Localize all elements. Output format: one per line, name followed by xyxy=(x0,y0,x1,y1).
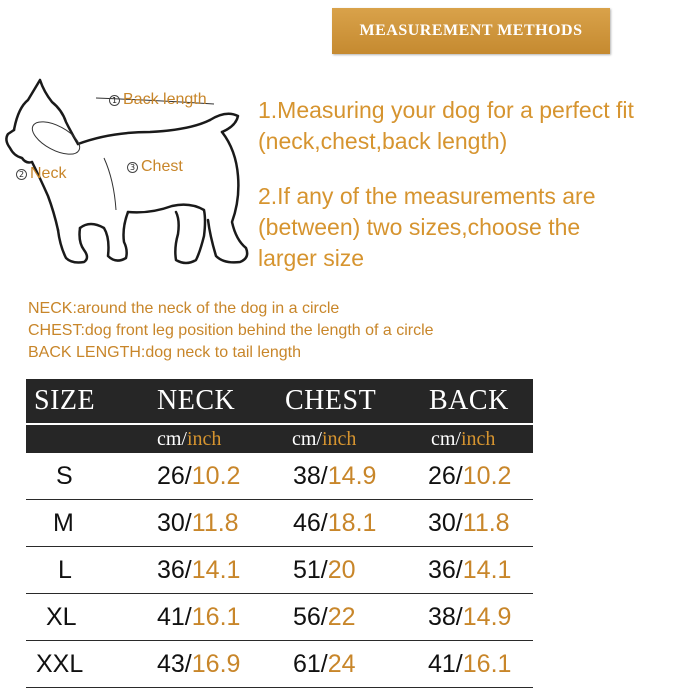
size-label: XXL xyxy=(36,649,84,678)
definition-back-length: BACK LENGTH:dog neck to tail length xyxy=(28,344,302,361)
size-label: M xyxy=(53,508,74,537)
back-cm: 26/ xyxy=(428,461,463,490)
back-inch: 11.8 xyxy=(462,508,510,537)
neck-cm: 36/ xyxy=(157,555,192,584)
table-row xyxy=(26,453,533,500)
chest-inch: 24 xyxy=(327,649,356,678)
size-label: S xyxy=(56,461,73,490)
back-inch: 10.2 xyxy=(462,461,512,490)
callout-back-text: Back length xyxy=(123,91,207,108)
neck-value xyxy=(157,509,239,538)
header-chest: CHEST xyxy=(285,385,377,416)
step-2-line-1: 2.If any of the measurements are xyxy=(258,183,596,209)
measurement-definitions xyxy=(28,298,434,364)
callout-neck xyxy=(16,165,66,183)
chest-inch: 22 xyxy=(327,602,356,631)
unit-back-cm: cm/ xyxy=(431,427,461,450)
size-label: XL xyxy=(46,602,77,631)
back-cm: 36/ xyxy=(428,555,463,584)
neck-inch: 16.9 xyxy=(191,649,241,678)
measurement-methods-banner: MEASUREMENT METHODS xyxy=(332,8,610,54)
back-inch: 14.1 xyxy=(462,555,512,584)
step-2 xyxy=(258,181,596,274)
unit-chest-cm: cm/ xyxy=(292,427,322,450)
back-cm: 30/ xyxy=(428,508,463,537)
callout-neck-number: 2 xyxy=(16,169,27,180)
back-inch: 16.1 xyxy=(462,649,512,678)
step-2-line-2: (between) two sizes,choose the xyxy=(258,214,581,240)
chest-value xyxy=(293,603,356,632)
callout-back-number: 1 xyxy=(109,95,120,106)
callout-chest-text: Chest xyxy=(141,158,183,175)
unit-back xyxy=(431,428,495,451)
callout-chest xyxy=(127,158,183,176)
back-value xyxy=(428,650,511,679)
callout-neck-text: Neck xyxy=(30,165,67,182)
table-row xyxy=(26,547,533,594)
table-row xyxy=(26,594,533,641)
neck-value xyxy=(157,650,240,679)
neck-cm: 41/ xyxy=(157,602,192,631)
chest-value xyxy=(293,462,376,491)
chest-inch: 18.1 xyxy=(327,508,377,537)
callout-chest-number: 3 xyxy=(127,162,138,173)
back-value xyxy=(428,556,511,585)
unit-back-inch: inch xyxy=(461,427,496,450)
chest-cm: 61/ xyxy=(293,649,328,678)
step-2-line-3: larger size xyxy=(258,245,365,271)
neck-cm: 30/ xyxy=(157,508,192,537)
size-label: L xyxy=(58,555,72,584)
header-neck: NECK xyxy=(157,385,236,416)
header-size: SIZE xyxy=(34,385,96,416)
unit-neck-inch: inch xyxy=(187,427,222,450)
neck-value xyxy=(157,556,240,585)
header-back: BACK xyxy=(429,385,509,416)
chest-cm: 38/ xyxy=(293,461,328,490)
chest-value xyxy=(293,650,356,679)
back-cm: 38/ xyxy=(428,602,463,631)
chest-cm: 46/ xyxy=(293,508,328,537)
back-cm: 41/ xyxy=(428,649,463,678)
neck-value xyxy=(157,462,240,491)
table-row xyxy=(26,641,533,688)
chest-inch: 14.9 xyxy=(327,461,377,490)
neck-inch: 11.8 xyxy=(191,508,239,537)
size-table-unit-header xyxy=(26,425,533,453)
definition-neck: NECK:around the neck of the dog in a circle xyxy=(28,300,340,317)
neck-inch: 10.2 xyxy=(191,461,241,490)
chest-value xyxy=(293,509,376,538)
back-inch: 14.9 xyxy=(462,602,512,631)
chest-cm: 51/ xyxy=(293,555,328,584)
unit-chest xyxy=(292,428,356,451)
step-1-line-2: (neck,chest,back length) xyxy=(258,128,508,154)
chest-cm: 56/ xyxy=(293,602,328,631)
neck-cm: 43/ xyxy=(157,649,192,678)
size-table xyxy=(26,379,533,688)
neck-inch: 14.1 xyxy=(191,555,241,584)
back-value xyxy=(428,603,511,632)
neck-value xyxy=(157,603,240,632)
unit-neck xyxy=(157,428,221,451)
neck-inch: 16.1 xyxy=(191,602,241,631)
callout-back-length xyxy=(109,91,207,109)
back-value xyxy=(428,462,511,491)
neck-cm: 26/ xyxy=(157,461,192,490)
chest-inch: 20 xyxy=(327,555,356,584)
definition-chest: CHEST:dog front leg position behind the length of a circle xyxy=(28,322,434,339)
chest-value xyxy=(293,556,356,585)
unit-neck-cm: cm/ xyxy=(157,427,187,450)
size-table-header xyxy=(26,379,533,423)
step-1 xyxy=(258,95,634,157)
step-1-line-1: 1.Measuring your dog for a perfect fit xyxy=(258,97,634,123)
table-row xyxy=(26,500,533,547)
unit-chest-inch: inch xyxy=(322,427,357,450)
back-value xyxy=(428,509,510,538)
